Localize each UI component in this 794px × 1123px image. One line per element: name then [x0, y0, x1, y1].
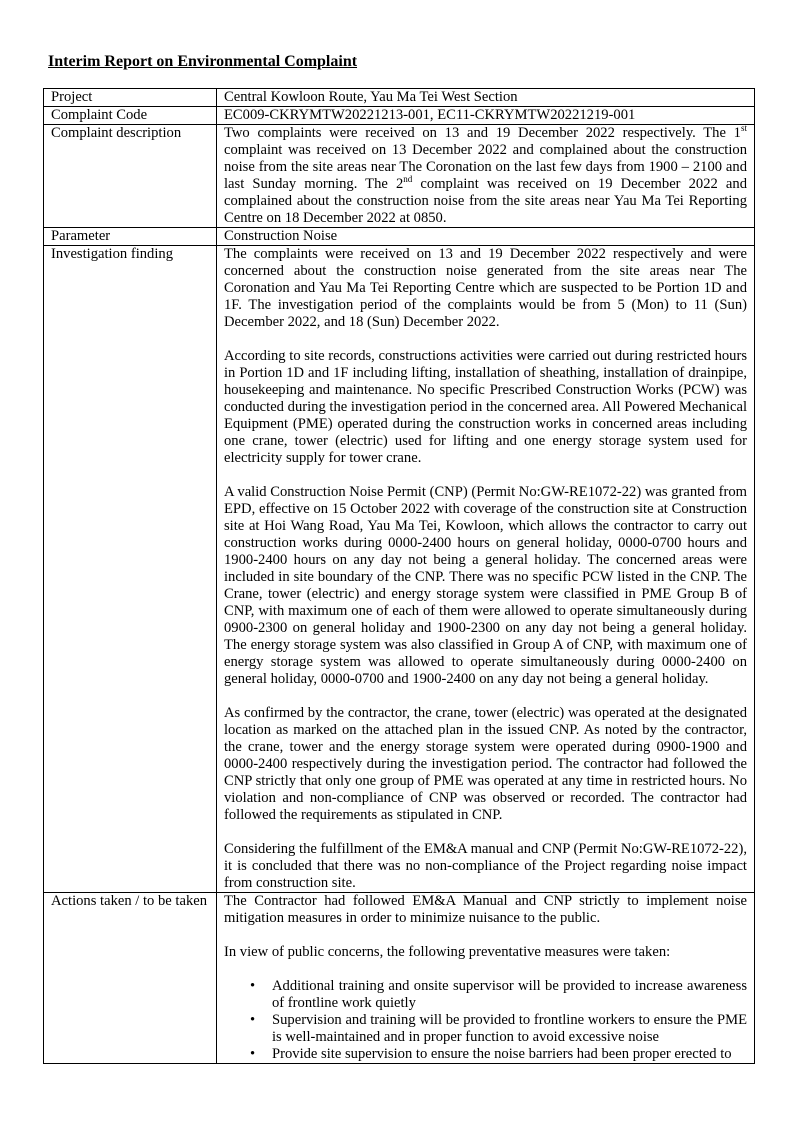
- preventative-measures-list: [224, 978, 747, 1063]
- actions-taken-value: [217, 893, 755, 1064]
- actions-intro: In view of public concerns, the following preventative measures were taken:: [224, 944, 671, 960]
- list-item: • Provide site supervision to ensure the noise barriers had been proper erected to: [248, 1046, 747, 1063]
- complaint-description-label: Complaint description: [44, 125, 217, 228]
- table-row-project: [44, 89, 755, 107]
- actions-paragraph: The Contractor had followed EM&A Manual and CNP strictly to implement noise mitigation measures in order to minimize nuisance to the public.: [224, 893, 747, 926]
- list-item: • Supervision and training will be provided to frontline workers to ensure the PME is well-maintained and in proper function to avoid excessive noise: [248, 1012, 747, 1046]
- project-value: Central Kowloon Route, Yau Ma Tei West Section: [217, 89, 755, 107]
- complaint-report-table: [43, 88, 755, 1064]
- list-item: • Additional training and onsite supervisor will be provided to increase awareness of frontline work quietly: [248, 978, 747, 1012]
- table-row-investigation-finding: [44, 246, 755, 893]
- table-row-parameter: [44, 228, 755, 246]
- investigation-finding-label: Investigation finding: [44, 246, 217, 893]
- parameter-value: Construction Noise: [217, 228, 755, 246]
- finding-paragraph-5: Considering the fulfillment of the EM&A manual and CNP (Permit No:GW-RE1072-22), it is concluded that there was no non-compliance of the Project regarding noise impact from construction site.: [224, 841, 747, 891]
- description-text-part2: complaint was received on 13 December 2022 and complained about the construction noise from the site areas near The Coronation on the last few days from 1900 – 2100 and last Sunday morning. The 2: [224, 142, 747, 192]
- finding-paragraph-1: The complaints were received on 13 and 19 December 2022 respectively and were concerned about the construction noise generated from the site areas near The Coronation and Yau Ma Tei Reporting Centre which are suspected to be Portion 1D and 1F. The investigation period of the complaints would be from 5 (Mon) to 11 (Sun) December 2022, and 18 (Sun) December 2022.: [224, 246, 747, 330]
- description-text-part1: Two complaints were received on 13 and 19 December 2022 respectively. The 1: [224, 125, 741, 141]
- complaint-code-label: Complaint Code: [44, 107, 217, 125]
- finding-paragraph-2: According to site records, constructions activities were carried out during restricted hours in Portion 1D and 1F including lifting, installation of sheathing, installation of drainpipe, housekeeping and maintenance. No specific Prescribed Construction Works (PCW) was conducted during the investigation period in the concerned area. All Powered Mechanical Equipment (PME) operated during the construction works in concerned areas including one crane, tower (electric) used for lifting and one energy storage system used for electricity supply for tower crane.: [224, 348, 747, 466]
- ordinal-superscript-1st: st: [740, 123, 747, 134]
- parameter-label: Parameter: [44, 228, 217, 246]
- complaint-description-value: [217, 125, 755, 228]
- complaint-description-paragraph: [224, 125, 747, 227]
- investigation-finding-value: [217, 246, 755, 893]
- finding-paragraph-3: A valid Construction Noise Permit (CNP) (Permit No:GW-RE1072-22) was granted from EPD, effective on 15 October 2022 with coverage of the construction site at Construction site at Hoi Wang Road, Yau Ma Tei, Kowloon, which allows the contractor to carry out construction works during 0000-2400 hours on general holiday, 0000-0700 hours and 1900-2400 hours on any day not being a general holiday. The concerned areas were included in site boundary of the CNP. There was no specific PCW listed in the CNP. The Crane, tower (electric) and energy storage system were classified in PME Group B of CNP, with maximum one of each of them were allowed to operate simultaneously during 0900-2300 on general holiday and 1900-2300 on any day not being a general holiday. The energy storage system was also classified in Group A of CNP, with maximum one of energy storage system was allowed to operate simultaneously during 0000-2400 on general holiday, 0000-0700 and 1900-2400 on any day not being a general holiday.: [224, 484, 747, 687]
- table-row-complaint-description: [44, 125, 755, 228]
- finding-paragraph-4: As confirmed by the contractor, the crane, tower (electric) was operated at the designated location as marked on the attached plan in the issued CNP. As noted by the contractor, the crane, tower and the energy storage system were operated during 0900-1900 and 0000-2400 respectively during the investigation period. The contractor had followed the CNP strictly that only one group of PME was operated at any time in restricted hours. No violation and non-compliance of CNP was observed or recorded. The contractor had followed the requirements as stipulated in CNP.: [224, 705, 747, 823]
- description-text-part3: complaint was received on 19 December 2022 and complained about the construction noise from the site areas near Yau Ma Tei Reporting Centre on 18 December 2022 at 0850.: [224, 176, 747, 226]
- table-row-actions-taken: [44, 893, 755, 1064]
- ordinal-superscript-2nd: nd: [403, 174, 413, 185]
- project-label: Project: [44, 89, 217, 107]
- table-row-complaint-code: [44, 107, 755, 125]
- complaint-code-value: EC009-CKRYMTW20221213-001, EC11-CKRYMTW20221219-001: [217, 107, 755, 125]
- actions-taken-label: Actions taken / to be taken: [44, 893, 217, 1064]
- page-title: Interim Report on Environmental Complaint: [48, 53, 358, 70]
